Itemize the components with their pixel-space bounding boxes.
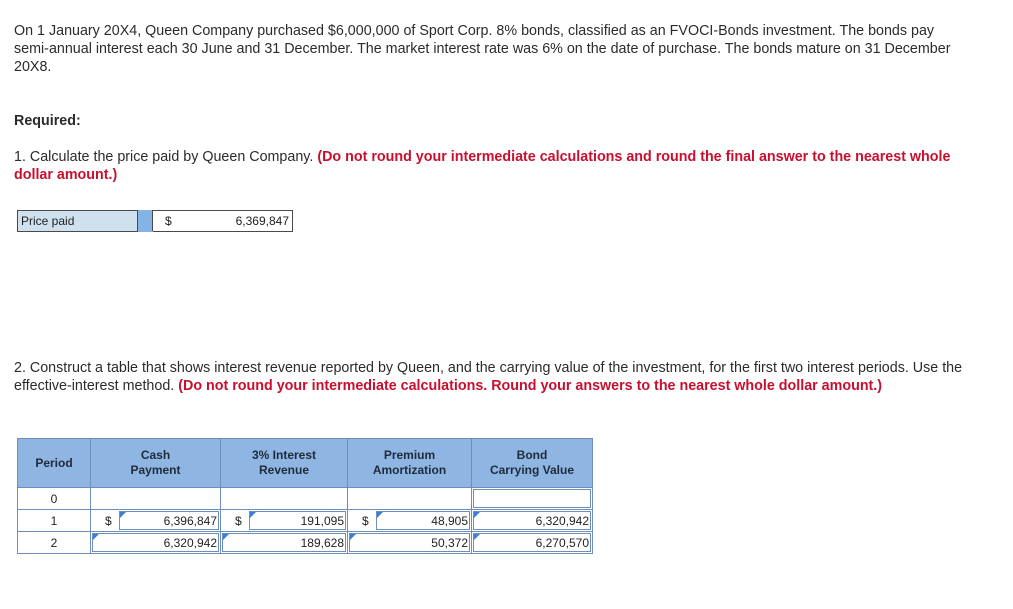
- question-1: [14, 148, 964, 184]
- input-marker-icon: [223, 534, 229, 540]
- cash-payment-value: 6,320,942: [163, 536, 217, 550]
- period-cell: 0: [18, 488, 91, 510]
- currency-symbol: $: [362, 514, 369, 528]
- bond-carrying-value-input[interactable]: [472, 488, 593, 510]
- header-premium-amortization: [348, 439, 472, 488]
- header-period: Period: [18, 439, 91, 488]
- cash-payment-input[interactable]: [91, 510, 221, 532]
- header-interest-revenue: [221, 439, 348, 488]
- table-row: [18, 488, 593, 510]
- required-heading: Required:: [14, 113, 81, 129]
- currency-symbol: $: [235, 514, 242, 528]
- bond-carrying-value-input[interactable]: [472, 532, 593, 554]
- premium-amortization-value: 48,905: [431, 514, 468, 528]
- cash-payment-value: 6,396,847: [163, 514, 217, 528]
- price-paid-currency: $: [165, 214, 172, 228]
- question-1-instruction: (Do not round your intermediate calculations and round the final answer to the nearest whole dollar amount.): [14, 149, 951, 183]
- bond-carrying-value: 6,270,570: [535, 536, 589, 550]
- period-cell: 2: [18, 532, 91, 554]
- header-row: [18, 439, 593, 488]
- currency-symbol: $: [105, 514, 112, 528]
- question-2-text: 2. Construct a table that shows interest revenue reported by Queen, and the carrying value of the investment, for the first two interest periods. Use the effective-interest method.: [14, 360, 963, 394]
- interest-revenue-value: 189,628: [300, 536, 344, 550]
- input-marker-icon: [377, 512, 383, 518]
- input-marker-icon: [93, 534, 99, 540]
- table-row: [18, 532, 593, 554]
- question-2-instruction: (Do not round your intermediate calculations. Round your answers to the nearest whole dollar amount.): [178, 378, 883, 394]
- input-box[interactable]: [473, 489, 591, 508]
- header-cash-payment: [91, 439, 221, 488]
- amortization-table: [17, 438, 593, 554]
- header-revenue-line2: Revenue: [258, 463, 310, 477]
- header-premium-line1: Premium: [383, 448, 436, 462]
- price-paid-table: [17, 210, 293, 232]
- header-bond-carrying-value: [472, 439, 593, 488]
- question-2: [14, 359, 964, 395]
- header-cash-line2: Payment: [130, 463, 181, 477]
- price-paid-value: 6,369,847: [235, 214, 289, 228]
- input-marker-icon: [474, 512, 480, 518]
- input-marker-icon: [474, 534, 480, 540]
- interest-revenue-cell: [221, 488, 348, 510]
- price-paid-gap: [138, 211, 153, 232]
- premium-amortization-input[interactable]: [348, 532, 472, 554]
- question-1-text: 1. Calculate the price paid by Queen Company.: [14, 149, 318, 165]
- interest-revenue-value: 191,095: [300, 514, 344, 528]
- premium-amortization-input[interactable]: [348, 510, 472, 532]
- period-cell: 1: [18, 510, 91, 532]
- premium-amortization-cell: [348, 488, 472, 510]
- input-marker-icon: [120, 512, 126, 518]
- input-marker-icon: [250, 512, 256, 518]
- header-cash-line1: Cash: [140, 448, 171, 462]
- header-premium-line2: Amortization: [372, 463, 447, 477]
- bond-carrying-value: 6,320,942: [535, 514, 589, 528]
- bond-carrying-value-input[interactable]: [472, 510, 593, 532]
- premium-amortization-value: 50,372: [431, 536, 468, 550]
- cash-payment-cell: [91, 488, 221, 510]
- header-bcv-line2: Carrying Value: [489, 463, 575, 477]
- input-marker-icon: [350, 534, 356, 540]
- cash-payment-input[interactable]: [91, 532, 221, 554]
- interest-revenue-input[interactable]: [221, 510, 348, 532]
- interest-revenue-input[interactable]: [221, 532, 348, 554]
- header-bcv-line1: Bond: [516, 448, 548, 462]
- price-paid-input[interactable]: [153, 211, 293, 232]
- header-revenue-line1: 3% Interest: [251, 448, 317, 462]
- table-row: [18, 510, 593, 532]
- problem-statement: On 1 January 20X4, Queen Company purchased $6,000,000 of Sport Corp. 8% bonds, classified as an FVOCI-Bonds investment. The bonds pay semi-annual interest each 30 June and 31 December. The market interest rate was 6% on the date of purchase. The bonds mature on 31 December 20X8.: [14, 23, 951, 75]
- price-paid-label: Price paid: [18, 211, 138, 232]
